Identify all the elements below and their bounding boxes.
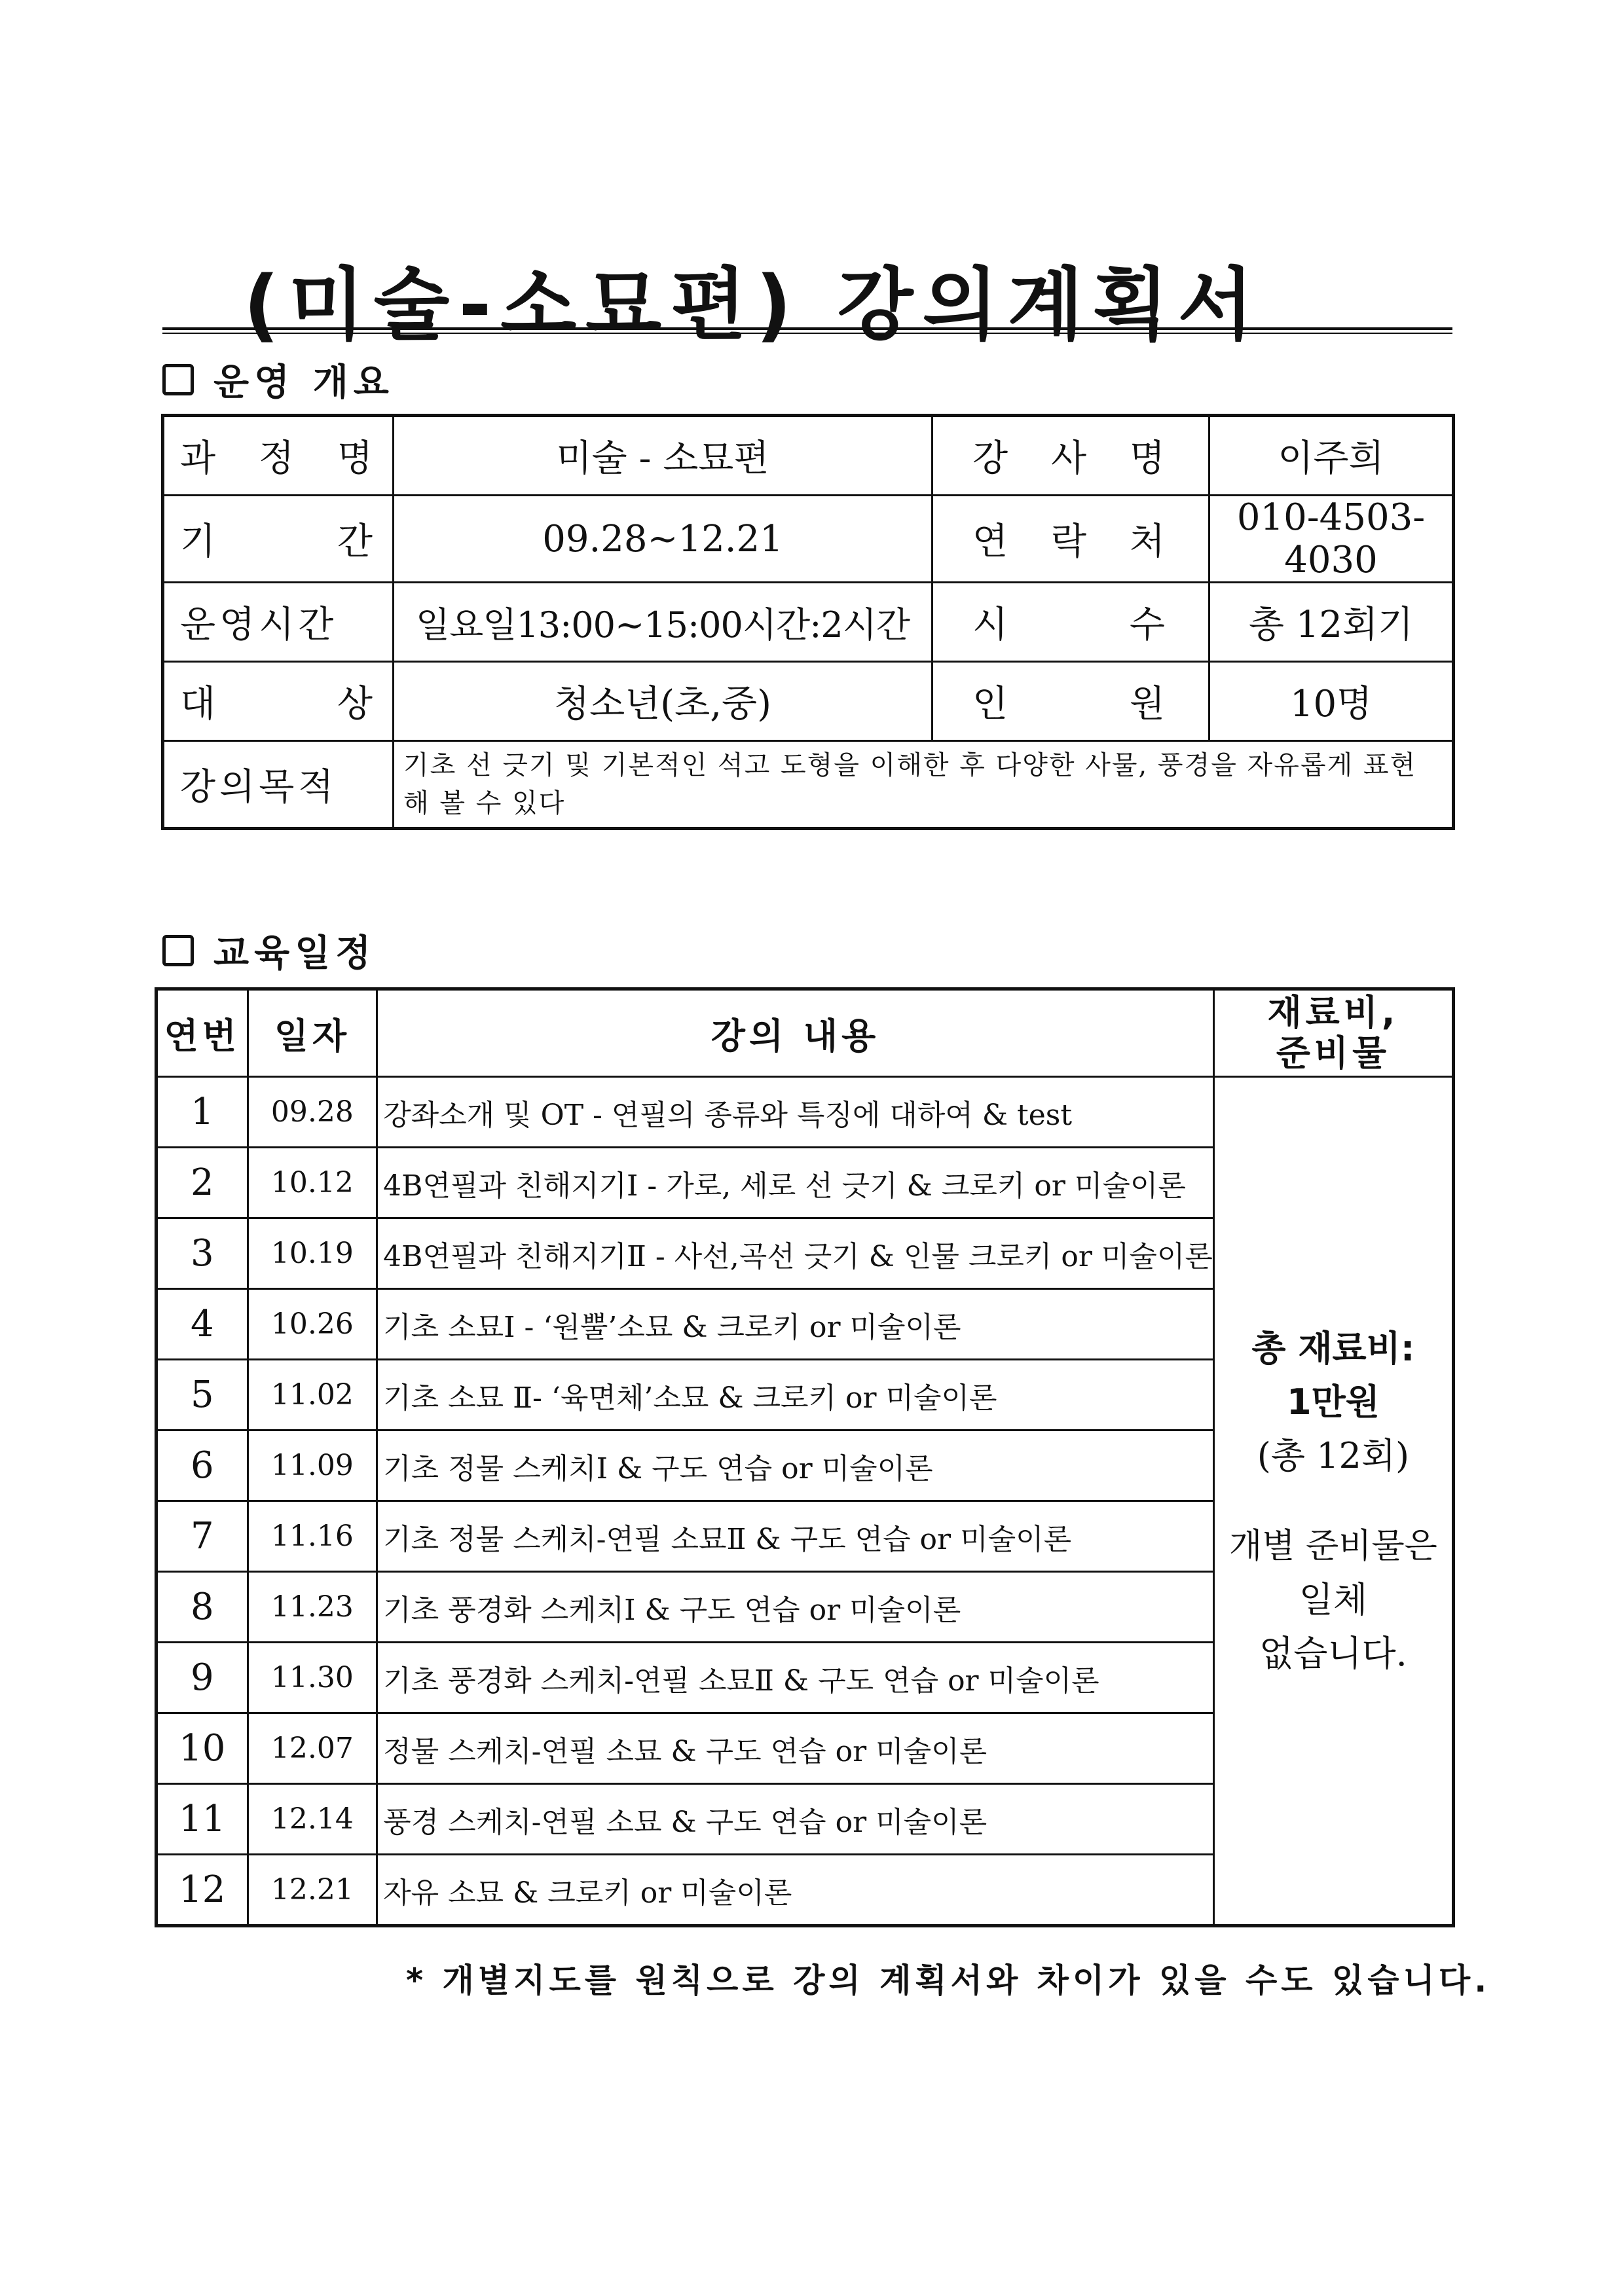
people-value: 10명 (1209, 662, 1454, 741)
row-date: 11.02 (248, 1360, 377, 1430)
header-materials-line1: 재료비, (1267, 992, 1399, 1033)
instructor-label: 강 사 명 (932, 416, 1209, 496)
course-label: 과 정 명 (163, 416, 394, 496)
row-content: 4B연필과 친해지기Ⅰ - 가로, 세로 선 긋기 & 크로키 or 미술이론 (377, 1148, 1214, 1218)
row-no: 11 (157, 1784, 248, 1855)
row-date: 09.28 (248, 1077, 377, 1148)
schedule-table (155, 987, 1455, 1927)
row-no: 4 (157, 1289, 248, 1360)
materials-note-line3: 없습니다. (1259, 1632, 1407, 1674)
row-date: 12.14 (248, 1784, 377, 1855)
row-date: 10.19 (248, 1218, 377, 1289)
row-content: 자유 소묘 & 크로키 or 미술이론 (377, 1855, 1214, 1926)
hours-value: 일요일13:00~15:00시간:2시간 (394, 583, 932, 662)
row-no: 10 (157, 1713, 248, 1784)
target-value: 청소년(초,중) (394, 662, 932, 741)
purpose-value: 기초 선 긋기 및 기본적인 석고 도형을 이해한 후 다양한 사물, 풍경을 자유롭게 표현해 볼 수 있다 (394, 741, 1454, 829)
purpose-label: 강의목적 (163, 741, 394, 829)
table-row (163, 662, 1454, 741)
row-content: 기초 정물 스케치Ⅰ & 구도 연습 or 미술이론 (377, 1430, 1214, 1501)
hours-label: 운영시간 (163, 583, 394, 662)
checkbox-icon (162, 935, 194, 966)
table-row (163, 741, 1454, 829)
period-label: 기 간 (163, 496, 394, 583)
materials-total-sessions: (총 12회) (1257, 1434, 1410, 1476)
checkbox-icon (162, 364, 194, 395)
row-content: 기초 풍경화 스케치-연필 소묘Ⅱ & 구도 연습 or 미술이론 (377, 1643, 1214, 1713)
table-row (163, 496, 1454, 583)
page-title: (미술-소묘편) 강의계획서 (243, 260, 1263, 351)
header-content: 강의 내용 (377, 989, 1214, 1077)
target-label: 대 상 (163, 662, 394, 741)
row-no: 6 (157, 1430, 248, 1501)
header-no: 연번 (157, 989, 248, 1077)
row-no: 3 (157, 1218, 248, 1289)
table-header-row (157, 989, 1454, 1077)
row-no: 1 (157, 1077, 248, 1148)
sessions-value: 총 12회기 (1209, 583, 1454, 662)
row-date: 12.21 (248, 1855, 377, 1926)
row-no: 12 (157, 1855, 248, 1926)
table-row (157, 1077, 1454, 1148)
contact-value: 010-4503-4030 (1209, 496, 1454, 583)
section-heading-label: 교육일정 (213, 932, 377, 975)
materials-cell (1213, 1077, 1453, 1926)
materials-note-line2: 일체 (1299, 1578, 1368, 1620)
row-date: 11.30 (248, 1643, 377, 1713)
row-content: 기초 정물 스케치-연필 소묘Ⅱ & 구도 연습 or 미술이론 (377, 1501, 1214, 1572)
row-no: 9 (157, 1643, 248, 1713)
materials-total-label: 총 재료비: (1251, 1327, 1415, 1369)
header-materials (1213, 989, 1453, 1077)
header-date: 일자 (248, 989, 377, 1077)
table-row (163, 583, 1454, 662)
section-heading-schedule (162, 924, 376, 977)
title-divider (162, 327, 1452, 334)
row-no: 7 (157, 1501, 248, 1572)
row-content: 기초 소묘Ⅰ - ‘원뿔’소묘 & 크로키 or 미술이론 (377, 1289, 1214, 1360)
row-content: 풍경 스케치-연필 소묘 & 구도 연습 or 미술이론 (377, 1784, 1214, 1855)
row-date: 10.26 (248, 1289, 377, 1360)
footnote: * 개별지도를 원칙으로 강의 계획서와 차이가 있을 수도 있습니다. (406, 1961, 1491, 1999)
row-content: 기초 풍경화 스케치Ⅰ & 구도 연습 or 미술이론 (377, 1572, 1214, 1643)
header-materials-line2: 준비물 (1276, 1032, 1391, 1074)
row-no: 5 (157, 1360, 248, 1430)
table-row (163, 416, 1454, 496)
course-value: 미술 - 소묘편 (394, 416, 932, 496)
materials-note-line1: 개별 준비물은 (1228, 1526, 1437, 1566)
row-date: 12.07 (248, 1713, 377, 1784)
section-heading-label: 운영 개요 (213, 361, 394, 404)
row-date: 11.09 (248, 1430, 377, 1501)
row-no: 2 (157, 1148, 248, 1218)
people-label: 인 원 (932, 662, 1209, 741)
instructor-value: 이주희 (1209, 416, 1454, 496)
row-content: 정물 스케치-연필 소묘 & 구도 연습 or 미술이론 (377, 1713, 1214, 1784)
row-date: 10.12 (248, 1148, 377, 1218)
row-content: 4B연필과 친해지기Ⅱ - 사선,곡선 긋기 & 인물 크로키 or 미술이론 (377, 1218, 1214, 1289)
row-date: 11.23 (248, 1572, 377, 1643)
section-heading-overview (162, 354, 394, 406)
materials-total-amount: 1만원 (1287, 1381, 1380, 1423)
row-content: 기초 소묘 Ⅱ- ‘육면체’소묘 & 크로키 or 미술이론 (377, 1360, 1214, 1430)
overview-table (161, 414, 1455, 830)
sessions-label: 시 수 (932, 583, 1209, 662)
period-value: 09.28~12.21 (394, 496, 932, 583)
row-no: 8 (157, 1572, 248, 1643)
contact-label: 연 락 처 (932, 496, 1209, 583)
row-content: 강좌소개 및 OT - 연필의 종류와 특징에 대하여 & test (377, 1077, 1214, 1148)
row-date: 11.16 (248, 1501, 377, 1572)
